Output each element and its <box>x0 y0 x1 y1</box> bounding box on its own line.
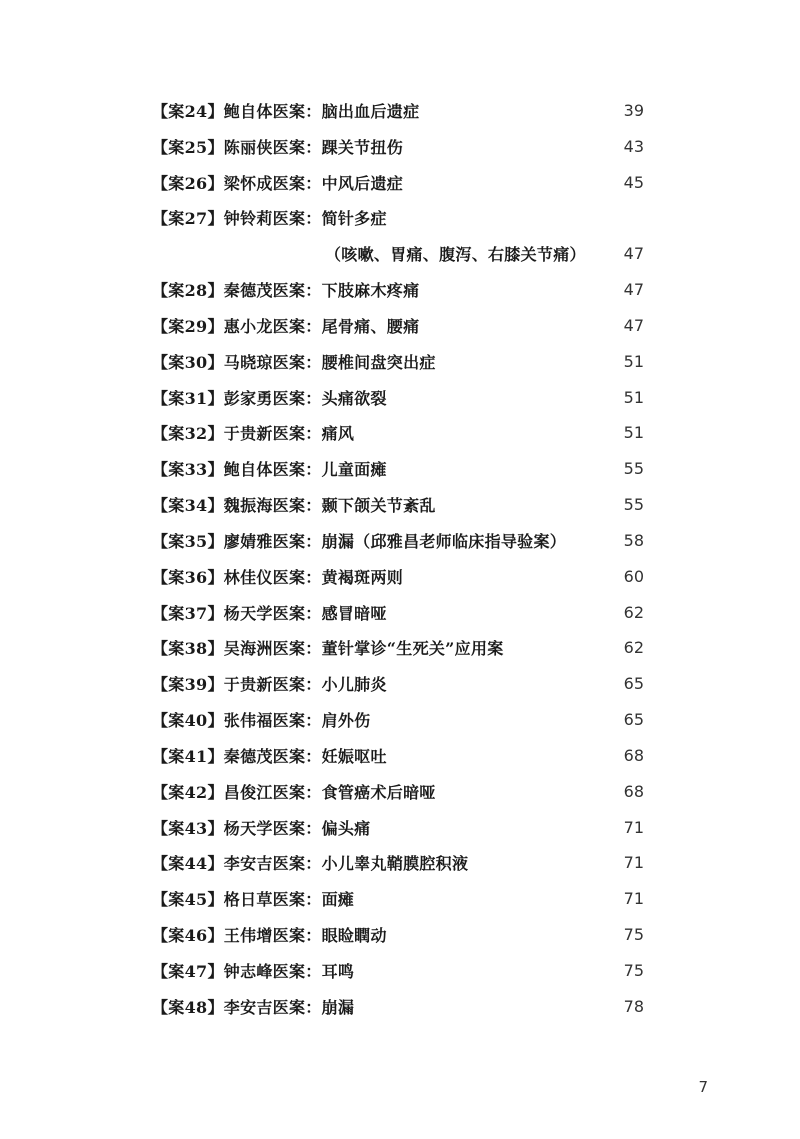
toc-entry-title: 【案48】李安吉医案：崩漏 <box>152 997 355 1017</box>
toc-entry-title: 【案31】彭家勇医案：头痛欲裂 <box>152 388 387 408</box>
toc-entry <box>152 417 644 447</box>
toc-entry-title: 【案37】杨天学医案：感冒暗哑 <box>152 603 387 623</box>
toc-entry-page: 39 <box>623 100 644 120</box>
toc-entry <box>152 274 644 304</box>
toc-entry-page: 51 <box>623 422 644 442</box>
page-number: 7 <box>698 1078 708 1096</box>
toc-entry <box>152 597 644 627</box>
toc-entry-title: 【案43】杨天学医案：偏头痛 <box>152 818 371 838</box>
toc-entry <box>152 310 644 340</box>
toc-entry <box>152 489 644 519</box>
toc-entry <box>152 561 644 591</box>
toc-entry-title: 【案42】昌俊江医案：食管癌术后暗哑 <box>152 782 436 802</box>
toc-entry-title: 【案41】秦德茂医案：妊娠呕吐 <box>152 746 387 766</box>
toc-entry-title: 【案34】魏振海医案：颞下颌关节紊乱 <box>152 495 436 515</box>
toc-entry-page: 58 <box>623 530 644 550</box>
toc-entry-page: 47 <box>623 243 644 263</box>
toc-entry-page: 55 <box>623 494 644 514</box>
toc-entry-title: 【案35】廖婧雅医案：崩漏（邱雅昌老师临床指导验案） <box>152 531 567 551</box>
toc-entry-page: 51 <box>623 351 644 371</box>
toc-entry-title: 【案40】张伟福医案：肩外伤 <box>152 710 371 730</box>
toc-entry-page: 55 <box>623 458 644 478</box>
toc-entry <box>152 202 644 232</box>
toc-entry-page: 45 <box>623 172 644 192</box>
toc-entry <box>152 883 644 913</box>
toc-entry-page: 62 <box>623 637 644 657</box>
toc-entry-title: 【案28】秦德茂医案：下肢麻木疼痛 <box>152 280 420 300</box>
toc-entry-page: 51 <box>623 387 644 407</box>
toc-entry-title: 【案44】李安吉医案：小儿睾丸鞘膜腔积液 <box>152 853 469 873</box>
toc-entry-title: 【案36】林佳仪医案：黄褐斑两则 <box>152 567 404 587</box>
toc-entry-title: 【案39】于贵新医案：小儿肺炎 <box>152 674 387 694</box>
toc-entry <box>152 95 644 125</box>
toc-entry-page: 68 <box>623 781 644 801</box>
toc-entry-title: 【案33】鲍自体医案：儿童面瘫 <box>152 459 387 479</box>
toc-entry <box>152 812 644 842</box>
toc-entry-page: 68 <box>623 745 644 765</box>
toc-entry-page: 78 <box>623 996 644 1016</box>
toc-entry <box>152 382 644 412</box>
toc-entry-title: （咳嗽、胃痛、腹泻、右膝关节痛） <box>325 244 586 264</box>
toc-entry-continuation <box>152 238 644 268</box>
toc-entry-page: 65 <box>623 709 644 729</box>
toc-entry-title: 【案38】吴海洲医案：董针掌诊“生死关”应用案 <box>152 638 504 658</box>
toc-entry-page: 65 <box>623 673 644 693</box>
toc-entry <box>152 632 644 662</box>
toc-entry-page: 75 <box>623 924 644 944</box>
toc-entry-page: 71 <box>623 817 644 837</box>
toc-entry <box>152 346 644 376</box>
toc-entry <box>152 668 644 698</box>
toc-entry-title: 【案46】王伟增医案：眼睑瞤动 <box>152 925 387 945</box>
toc-entry <box>152 919 644 949</box>
toc-entry-page: 75 <box>623 960 644 980</box>
toc-entry-title: 【案29】惠小龙医案：尾骨痛、腰痛 <box>152 316 420 336</box>
toc-entry-title: 【案32】于贵新医案：痛风 <box>152 423 355 443</box>
toc-entry-page: 71 <box>623 888 644 908</box>
toc-entry <box>152 955 644 985</box>
toc-entry <box>152 131 644 161</box>
toc-entry-page: 62 <box>623 602 644 622</box>
toc-entry-page: 60 <box>623 566 644 586</box>
toc-entry <box>152 525 644 555</box>
toc-entry <box>152 704 644 734</box>
toc-entry-title: 【案24】鲍自体医案：脑出血后遗症 <box>152 101 420 121</box>
toc-entry-title: 【案25】陈丽侠医案：踝关节扭伤 <box>152 137 404 157</box>
toc-entry <box>152 776 644 806</box>
toc-entry-page: 71 <box>623 852 644 872</box>
toc-entry-title: 【案26】梁怀成医案：中风后遗症 <box>152 173 404 193</box>
toc-entry <box>152 740 644 770</box>
toc-entry <box>152 453 644 483</box>
toc-entry <box>152 847 644 877</box>
toc-entry-title: 【案30】马晓琼医案：腰椎间盘突出症 <box>152 352 436 372</box>
toc-entry <box>152 167 644 197</box>
toc-entry-title: 【案45】格日草医案：面瘫 <box>152 889 355 909</box>
toc-entry <box>152 991 644 1021</box>
toc-entry-title: 【案27】钟铃莉医案：简针多症 <box>152 208 387 228</box>
toc-entry-title: 【案47】钟志峰医案：耳鸣 <box>152 961 355 981</box>
toc-entry-page: 47 <box>623 279 644 299</box>
toc-entry-page: 47 <box>623 315 644 335</box>
toc-entry-page: 43 <box>623 136 644 156</box>
